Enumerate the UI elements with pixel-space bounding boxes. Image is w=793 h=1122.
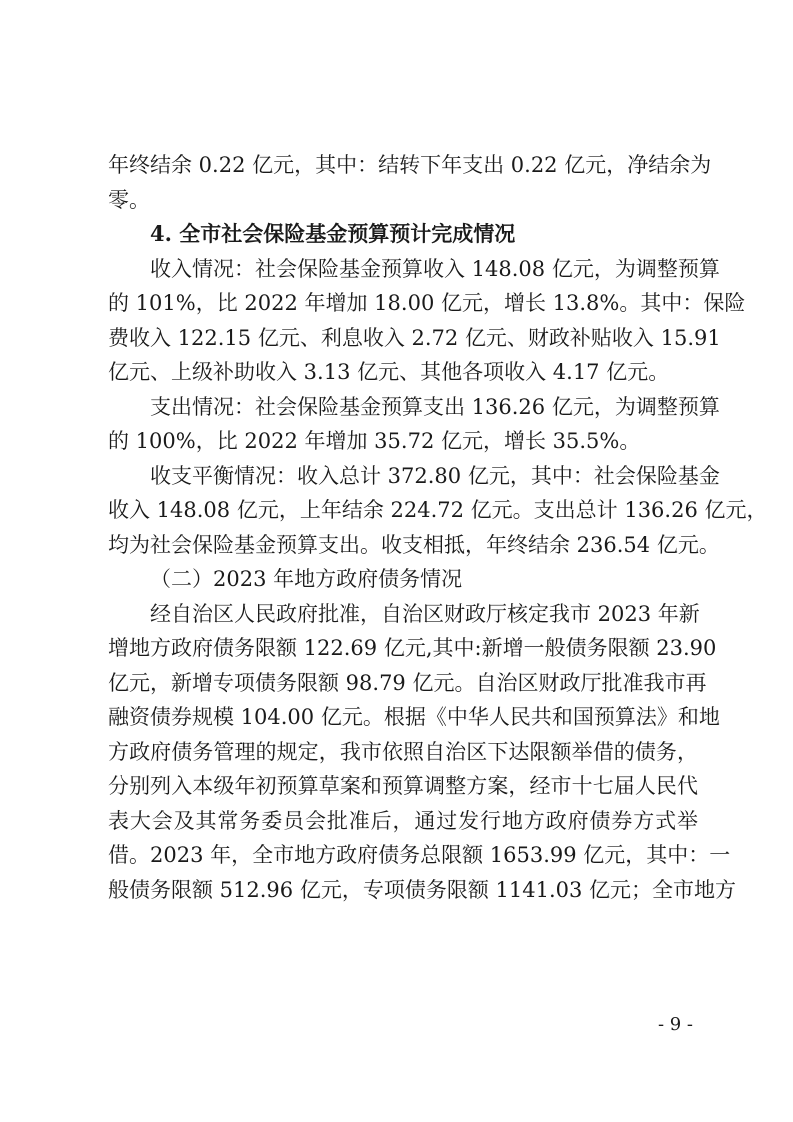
paragraph-line: 收入情况：社会保险基金预算收入 148.08 亿元，为调整预算	[150, 256, 720, 281]
paragraph-line: 均为社会保险基金预算支出。收支相抵，年终结余 236.54 亿元。	[108, 532, 720, 557]
paragraph-line: 年终结余 0.22 亿元，其中：结转下年支出 0.22 亿元，净结余为	[108, 153, 712, 177]
paragraph-line: 表大会及其常务委员会批准后，通过发行地方政府债券方式举	[108, 808, 698, 833]
document-body	[108, 148, 768, 907]
paragraph-line: 亿元、上级补助收入 3.13 亿元、其他各项收入 4.17 亿元。	[108, 360, 670, 384]
paragraph-line: 融资债券规模 104.00 亿元。根据《中华人民共和国预算法》和地	[108, 705, 720, 729]
paragraph-line: 方政府债务管理的规定，我市依照自治区下达限额举借的债务，	[108, 739, 698, 764]
paragraph-line: 亿元，新增专项债务限额 98.79 亿元。自治区财政厅批准我市再	[108, 670, 707, 695]
paragraph-line: 经自治区人民政府批准，自治区财政厅核定我市 2023 年新	[150, 601, 700, 626]
paragraph-line: 收入 148.08 亿元，上年结余 224.72 亿元。支出总计 136.26 亿元，	[108, 498, 768, 522]
paragraph-line: 般债务限额 512.96 亿元，专项债务限额 1141.03 亿元；全市地方	[108, 877, 737, 902]
paragraph-line: 收支平衡情况：收入总计 372.80 亿元，其中：社会保险基金	[150, 463, 720, 488]
subsection-heading: （二）2023 年地方政府债务情况	[150, 567, 463, 591]
paragraph-line: 借。2023 年，全市地方政府债务总限额 1653.99 亿元，其中：一	[108, 843, 731, 867]
paragraph-line: 增地方政府债务限额 122.69 亿元,其中:新增一般债务限额 23.90	[108, 636, 717, 660]
paragraph-line: 费收入 122.15 亿元、利息收入 2.72 亿元、财政补贴收入 15.91	[108, 325, 721, 350]
section-heading: 4. 全市社会保险基金预算预计完成情况	[150, 221, 516, 246]
paragraph-line: 的 101%，比 2022 年增加 18.00 亿元，增长 13.8%。其中：保险	[108, 291, 746, 315]
paragraph-line: 支出情况：社会保险基金预算支出 136.26 亿元，为调整预算	[150, 394, 720, 419]
page-number: - 9 -	[657, 1014, 693, 1035]
paragraph-line: 的 100%，比 2022 年增加 35.72 亿元，增长 35.5%。	[108, 429, 641, 453]
paragraph-line: 分别列入本级年初预算草案和预算调整方案，经市十七届人民代	[108, 774, 698, 798]
paragraph-line: 零。	[108, 187, 150, 212]
